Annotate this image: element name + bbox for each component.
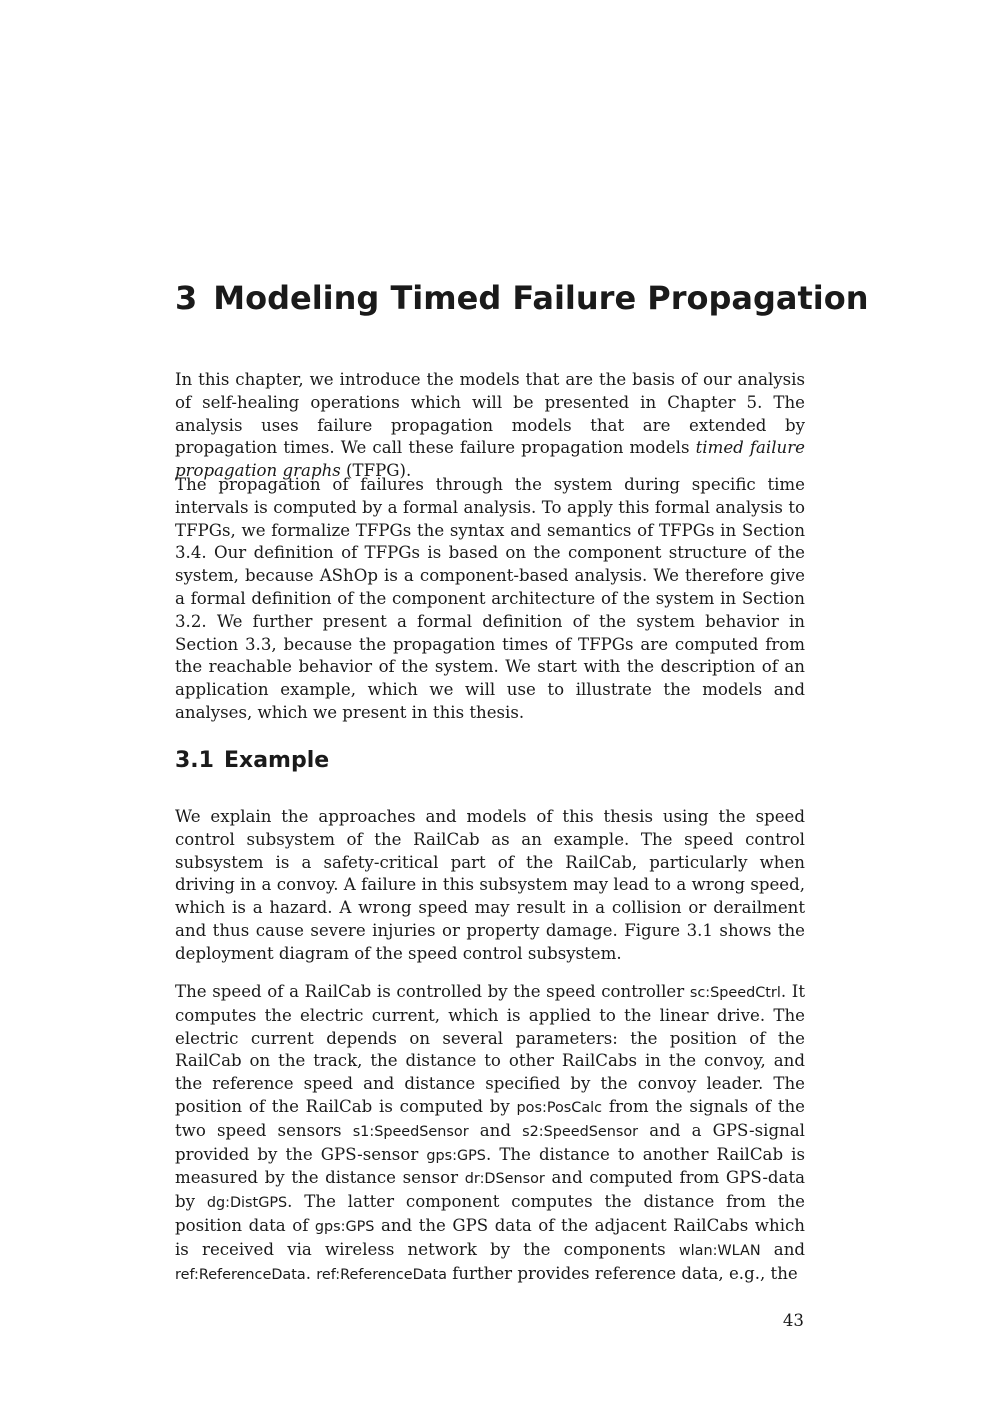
component-name: dg:DistGPS bbox=[206, 1195, 288, 1212]
component-name: pos:PosCalc bbox=[516, 1099, 603, 1116]
intro-p1-text-b: (TFPG). bbox=[340, 461, 412, 481]
chapter-title-text: Modeling Timed Failure Propagation bbox=[213, 279, 869, 317]
p4-text: . The distance to another RailCab is measured by the distance sensor bbox=[175, 1144, 805, 1188]
p4-text: and the GPS data of the adjacent RailCabs which is received via wireless network by the components bbox=[175, 1215, 805, 1259]
component-name: ref:ReferenceData bbox=[175, 1266, 306, 1283]
p4-text: . bbox=[305, 1263, 317, 1283]
component-name: s1:SpeedSensor bbox=[352, 1123, 469, 1140]
chapter-number: 3 bbox=[175, 279, 198, 317]
section-paragraph-2 bbox=[175, 981, 805, 1286]
intro-p1-emphasis: timed failure propagation graphs bbox=[175, 438, 805, 481]
p4-text: . The latter component computes the distance from the position data of bbox=[175, 1192, 805, 1235]
component-name: wlan:WLAN bbox=[678, 1242, 761, 1259]
component-name: dr:DSensor bbox=[464, 1171, 545, 1188]
section-title bbox=[175, 746, 329, 776]
intro-p1-text-a: In this chapter, we introduce the models that are the basis of our analysis of self-healing operations which will be presented in Chapter 5. The analysis uses failure propagation models that are extended by propagation times. We call these failure propagation models bbox=[175, 370, 805, 458]
p4-text: from the signals of the two speed sensors bbox=[175, 1096, 805, 1140]
section-number: 3.1 bbox=[175, 748, 214, 773]
component-name: ref:ReferenceData bbox=[316, 1266, 447, 1283]
p4-text: . It computes the electric current, which is applied to the linear drive. The electric current depends on several parameters: the position of the RailCab on the track, the distance to other RailCabs in the convoy, and the reference speed and distance specified by the convoy leader. The position of the RailCab is computed by bbox=[175, 982, 805, 1116]
page-number: 43 bbox=[782, 1311, 804, 1330]
p4-text: The speed of a RailCab is controlled by the speed controller bbox=[175, 982, 690, 1001]
intro-paragraph-2: The propagation of failures through the system during specific time intervals is computed by a formal analysis. To apply this formal analysis to TFPGs, we formalize TFPGs the syntax and semantics of TFPGs in Section 3.4. Our definition of TFPGs is based on the component structure of the system, because AShOp is a component-based analysis. We therefore give a formal definition of the component architecture of the system in Section 3.2. We further present a formal definition of the system behavior in Section 3.3, because the propagation times of TFPGs are computed from the reachable behavior of the system. We start with the description of an application example, which we will use to illustrate the models and analyses, which we present in this thesis. bbox=[175, 475, 805, 722]
component-name: s2:SpeedSensor bbox=[522, 1123, 639, 1140]
component-name: gps:GPS bbox=[426, 1147, 486, 1164]
p4-text: and a GPS-signal provided by the GPS-sensor bbox=[175, 1120, 805, 1164]
component-name: sc:SpeedCtrl bbox=[689, 985, 781, 1001]
p4-text: further provides reference data, e.g., the bbox=[446, 1263, 798, 1283]
section-title-text: Example bbox=[223, 748, 330, 773]
intro-paragraph-1 bbox=[175, 369, 805, 483]
p4-text: and computed from GPS-data by bbox=[175, 1168, 806, 1212]
component-name: gps:GPS bbox=[314, 1218, 375, 1235]
section-paragraph-1: We explain the approaches and models of this thesis using the speed control subsystem of the RailCab as an example. The speed control subsystem is a safety-critical part of the RailCab, particularly when driving in a convoy. A failure in this subsystem may lead to a wrong speed, which is a hazard. A wrong speed may result in a collision or derailment and thus cause severe injuries or property damage. Figure 3.1 shows the deployment diagram of the speed control subsystem. bbox=[175, 807, 805, 963]
p4-text: and bbox=[468, 1120, 523, 1140]
p4-text: and bbox=[760, 1239, 805, 1259]
chapter-title bbox=[175, 278, 869, 318]
